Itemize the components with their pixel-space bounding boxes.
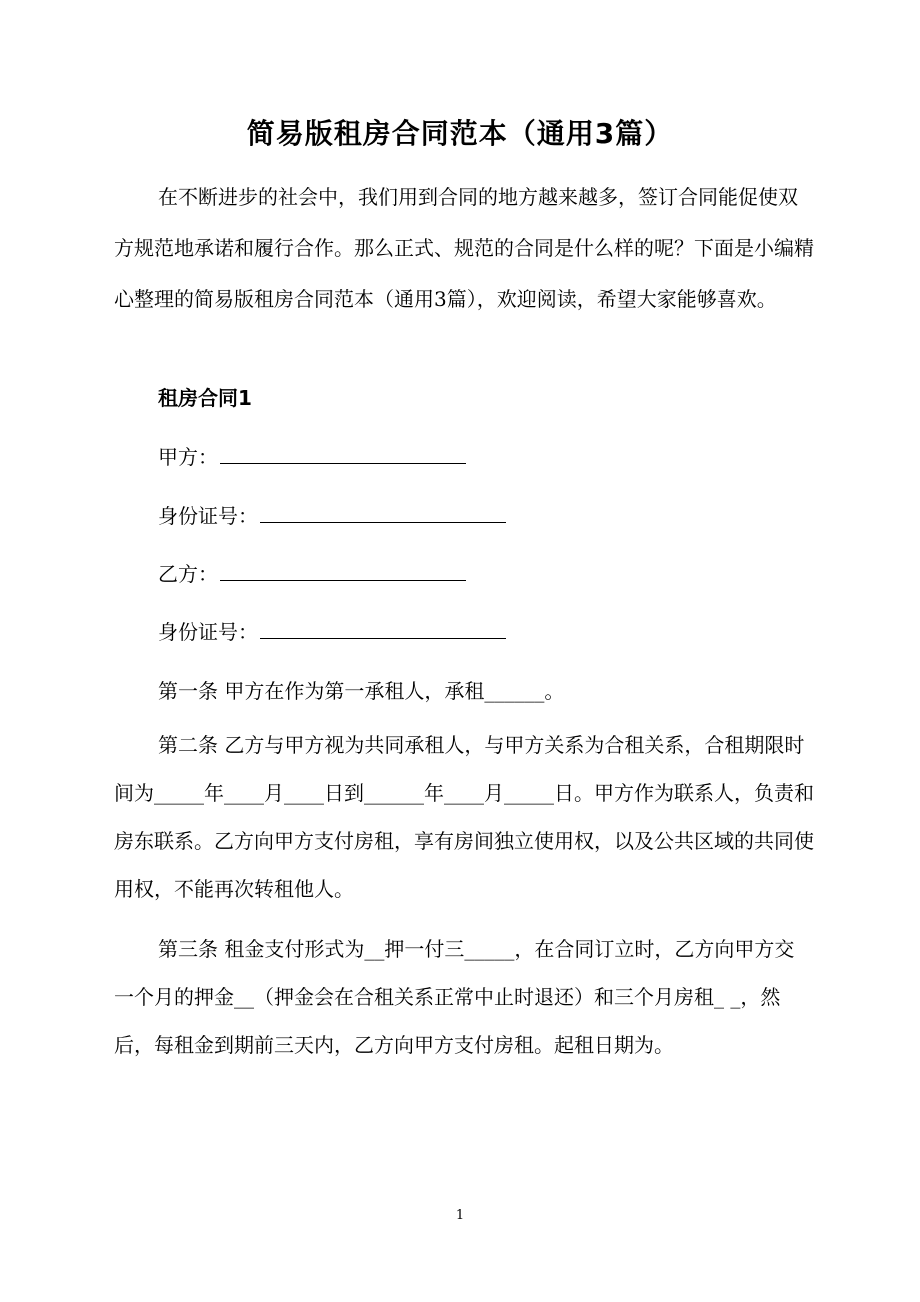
intro-paragraph: 在不断进步的社会中，我们用到合同的地方越来越多，签订合同能促使双方规范地承诺和履行合作。那么正式、规范的合同是什么样的呢？下面是小编精心整理的简易版租房合同范本（通用3篇），欢迎阅读，希望大家能够喜欢。	[114, 185, 814, 311]
party-a-label: 甲方：	[158, 445, 218, 469]
party-a-row	[158, 441, 466, 470]
id-number-row-1	[158, 500, 506, 529]
party-b-label: 乙方：	[158, 562, 218, 586]
id-number-row-2	[158, 616, 506, 645]
article-3: 第三条 租金支付形式为__押一付三_____，在合同订立时，乙方向甲方交一个月的押金__（押金会在合租关系正常中止时退还）和三个月房租_ _，然后，每租金到期前三天内，乙方向甲方支付房租。起租日期为。	[114, 937, 795, 1057]
section-title: 租房合同1	[158, 386, 252, 410]
id-number-blank-line-2	[260, 618, 506, 639]
party-a-blank-line	[220, 443, 466, 464]
id-number-label-2: 身份证号：	[158, 620, 258, 644]
document-title: 简易版租房合同范本（通用3篇）	[246, 117, 674, 150]
article-2: 第二条 乙方与甲方视为共同承租人，与甲方关系为合租关系，合租期限时间为_____年____月____日到______年____月_____日。甲方作为联系人，负责和房东联系。乙方向甲方支付房租，享有房间独立使用权，以及公共区域的共同使用权，不能再次转租他人。	[114, 733, 814, 901]
id-number-blank-line-1	[260, 502, 506, 523]
page-number: 1	[455, 1208, 465, 1223]
article-1: 第一条 甲方在作为第一承租人，承租______。	[158, 679, 565, 703]
party-b-blank-line	[220, 560, 466, 581]
id-number-label-1: 身份证号：	[158, 504, 258, 528]
party-b-row	[158, 558, 466, 587]
